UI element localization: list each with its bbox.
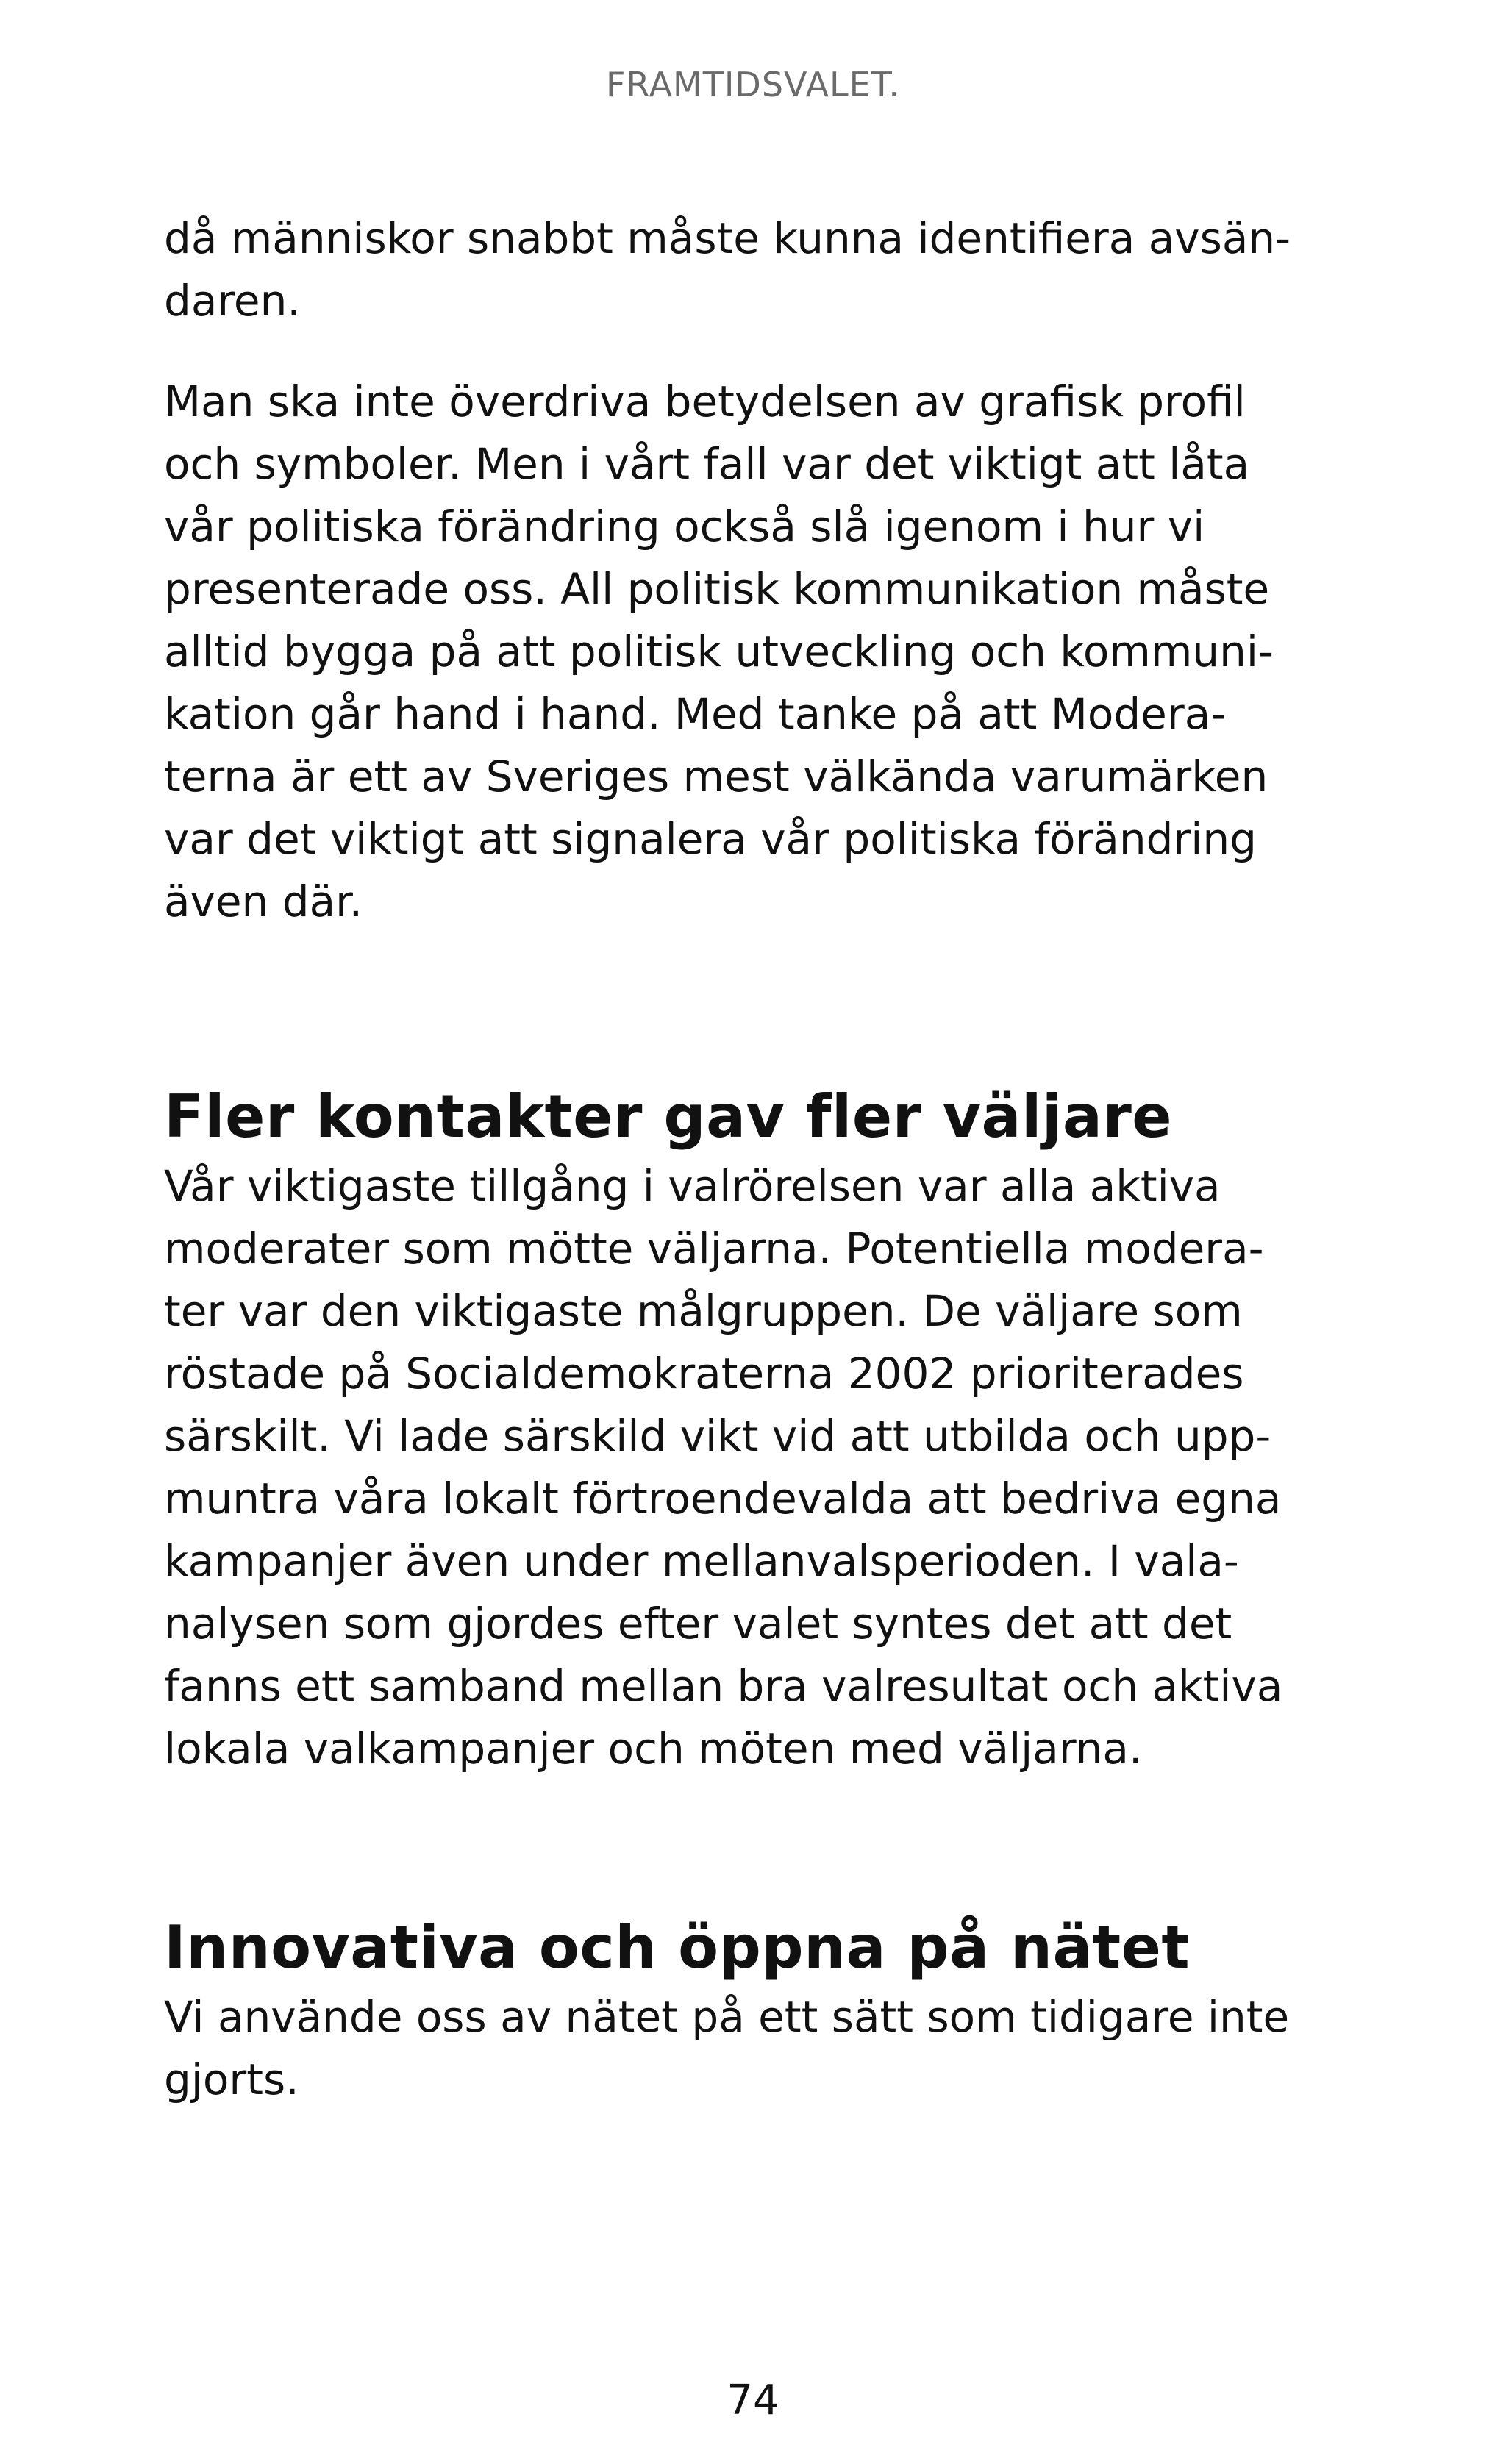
paragraph-contacts [164,1155,1282,1780]
text-line: terna är ett av Sveriges mest välkända varumärken [164,751,1268,801]
text-line: kampanjer även under mellanvalsperioden. I vala- [164,1536,1239,1586]
text-line: vår politiska förändring också slå igenom i hur vi [164,501,1205,551]
text-line: då människor snabbt måste kunna identifiera avsän- [164,213,1291,263]
text-line: lokala valkampanjer och möten med väljarna. [164,1724,1143,1774]
paragraph-online [164,1986,1290,2111]
text-line: Man ska inte överdriva betydelsen av grafisk profil [164,376,1246,426]
text-line: nalysen som gjordes efter valet syntes det att det [164,1599,1232,1649]
text-line: kation går hand i hand. Med tanke på att Modera- [164,689,1227,739]
section-heading-contacts: Fler kontakter gav fler väljare [164,1082,1173,1151]
text-line: särskilt. Vi lade särskild vikt vid att utbilda och upp- [164,1411,1271,1461]
text-line: ter var den viktigaste målgruppen. De väljare som [164,1286,1243,1336]
text-line: Vi använde oss av nätet på ett sätt som tidigare inte [164,1992,1290,2042]
paragraph-graphic-profile [164,371,1282,933]
text-line: och symboler. Men i vårt fall var det viktigt att låta [164,439,1250,489]
text-line: röstade på Socialdemokraterna 2002 prioriterades [164,1349,1244,1399]
text-line: var det viktigt att signalera vår politiska förändring [164,814,1257,864]
text-line: daren. [164,276,301,326]
text-line: fanns ett samband mellan bra valresultat och aktiva [164,1661,1283,1711]
running-header: FRAMTIDSVALET. [606,65,900,104]
text-line: gjorts. [164,2054,299,2104]
page-body [164,207,1291,2111]
text-line: Vår viktigaste tillgång i valrörelsen var alla aktiva [164,1161,1221,1211]
text-line: även där. [164,876,363,926]
text-line: alltid bygga på att politisk utveckling och kommuni- [164,626,1274,676]
text-line: presenterade oss. All politisk kommunikation måste [164,564,1270,614]
text-line: muntra våra lokalt förtroendevalda att bedriva egna [164,1474,1282,1524]
page-number: 74 [727,2376,779,2424]
text-line: moderater som mötte väljarna. Potentiella modera- [164,1224,1264,1274]
paragraph-continuation [164,207,1291,332]
section-heading-online: Innovativa och öppna på nätet [164,1913,1191,1982]
